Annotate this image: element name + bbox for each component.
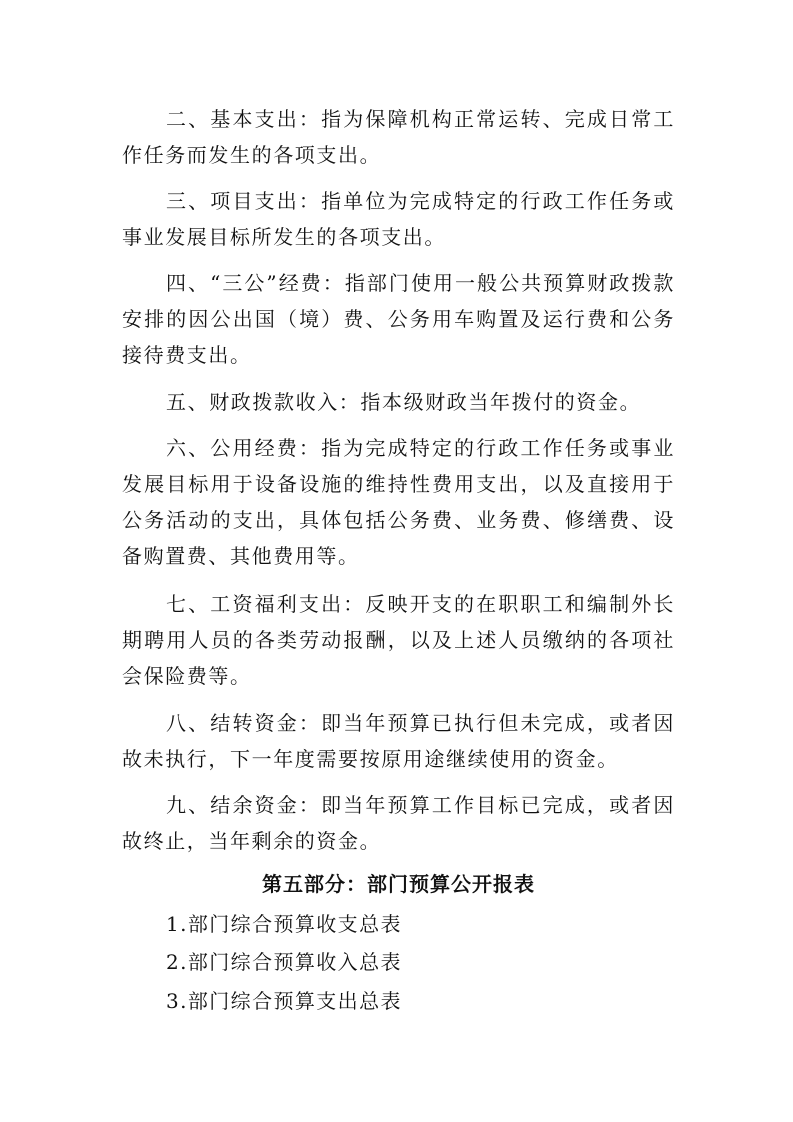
section-title: 第五部分：部门预算公开报表 [262, 872, 535, 896]
definition-carryover-funds: 八、结转资金：即当年预算已执行但未完成，或者因故未执行，下一年度需要按原用途继续使用的资金。 [122, 711, 675, 771]
definition-public-funds: 六、公用经费：指为完成特定的行政工作任务或事业发展目标用于设备设施的维持性费用支出，以及直接用于公务活动的支出，具体包括公务费、业务费、修缮费、设备购置费、其他费用等。 [122, 436, 675, 568]
definition-surplus-funds: 九、结余资金：即当年预算工作目标已完成，或者因故终止，当年剩余的资金。 [122, 793, 675, 853]
definition-fiscal-appropriation-income: 五、财政拨款收入：指本级财政当年拨付的资金。 [166, 390, 642, 414]
definition-wages-welfare: 七、工资福利支出：反映开支的在职职工和编制外长期聘用人员的各类劳动报酬，以及上述人员缴纳的各项社会保险费等。 [122, 592, 675, 688]
definition-basic-expenditure: 二、基本支出：指为保障机构正常运转、完成日常工作任务而发生的各项支出。 [122, 107, 675, 167]
report-list-item: 3.部门综合预算支出总表 [166, 989, 402, 1013]
definition-three-public-expenses: 四、“三公”经费：指部门使用一般公共预算财政拨款安排的因公出国（境）费、公务用车购置及运行费和公务接待费支出。 [122, 271, 675, 367]
definition-project-expenditure: 三、项目支出：指单位为完成特定的行政工作任务或事业发展目标所发生的各项支出。 [122, 189, 675, 249]
report-list-item: 2.部门综合预算收入总表 [166, 950, 402, 974]
report-list-item: 1.部门综合预算收支总表 [166, 912, 402, 936]
